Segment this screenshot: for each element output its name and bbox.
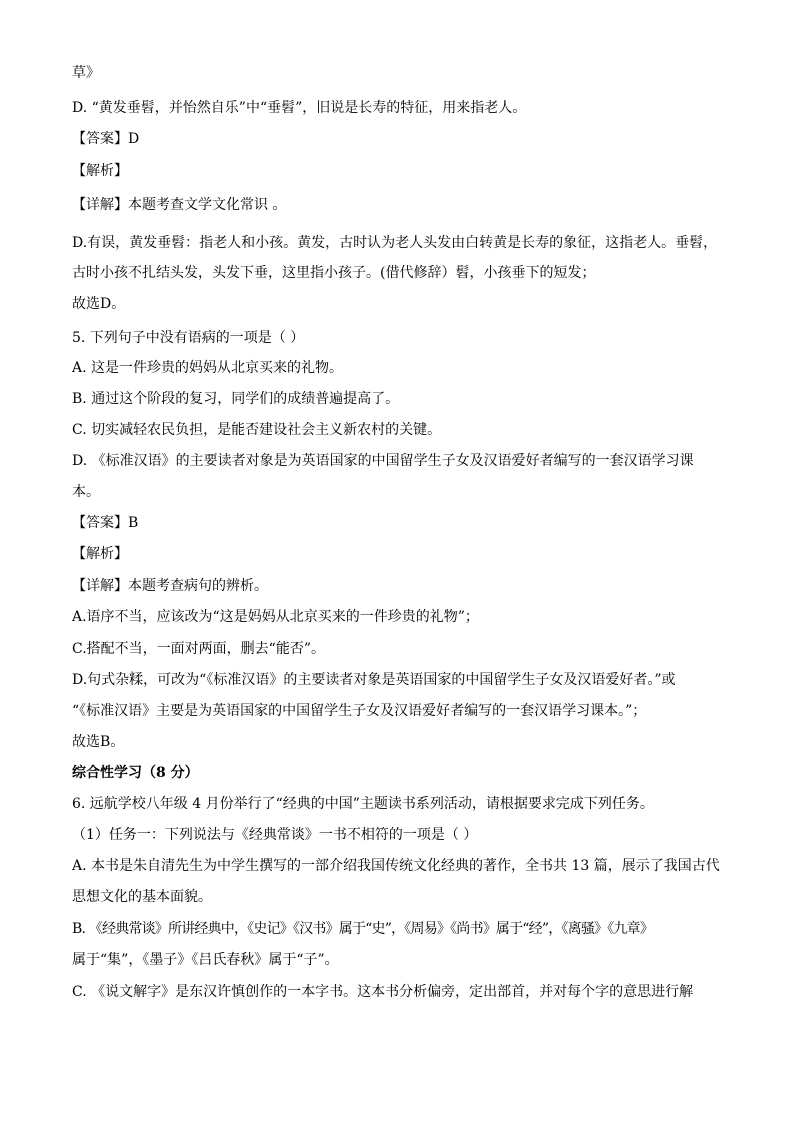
q5-explanation-a: A.语序不当，应该改为“这是妈妈从北京买来的一件珍贵的礼物”； xyxy=(72,609,479,625)
q5-explanation-d-line-1: D.句式杂糅，可改为“《标准汉语》的主要读者对象是英语国家的中国留学生子女及汉语爱好者。”或 xyxy=(72,672,676,688)
q6-task1-option-b-line-1: B. 《经典常谈》所讲经典中，《史记》《汉书》属于“史”，《周易》《尚书》属于“经”，《离骚》《九章》 xyxy=(72,921,654,937)
q4-detail-label: 【详解】 xyxy=(72,197,128,213)
q5-option-d-line-1: D. 《标准汉语》的主要读者对象是为英语国家的中国留学生子女及汉语爱好者编写的一套汉语学习课 xyxy=(72,453,694,469)
q5-option-b: B. 通过这个阶段的复习，同学们的成绩普遍提高了。 xyxy=(72,391,400,407)
q5-answer-label: 【答案】 xyxy=(72,515,128,531)
q5-explanation-d-line-2: “《标准汉语》主要是为英语国家的中国留学生子女及汉语爱好者编写的一套汉语学习课本。”； xyxy=(72,703,647,719)
q5-explanation-c: C.搭配不当，一面对两面，删去“能否”。 xyxy=(72,641,325,657)
q5-detail-text: 本题考查病句的辨析。 xyxy=(128,578,268,594)
q4-answer-label: 【答案】 xyxy=(72,131,128,147)
q5-analysis-label: 【解析】 xyxy=(72,546,128,562)
q6-stem: 6. 远航学校八年级 4 月份举行了“经典的中国”主题读书系列活动，请根据要求完成下列任务。 xyxy=(72,796,654,812)
q4-analysis-label: 【解析】 xyxy=(72,163,128,179)
q4-detail-text: 本题考查文学文化常识 。 xyxy=(128,197,287,213)
q5-detail-line xyxy=(72,576,268,596)
q4-detail-line xyxy=(72,195,286,215)
q6-task1-option-a-line-1: A. 本书是朱自清先生为中学生撰写的一部介绍我国传统文化经典的著作，全书共 13 篇，展示了我国古代 xyxy=(72,858,720,874)
q5-answer-line xyxy=(72,513,138,533)
q5-option-c: C. 切实减轻农民负担，是能否建设社会主义新农村的关键。 xyxy=(72,422,442,438)
q5-conclusion: 故选B。 xyxy=(72,734,125,750)
q4-answer-value: D xyxy=(128,131,140,147)
q5-stem: 5. 下列句子中没有语病的一项是（ ） xyxy=(72,330,305,346)
q6-task1-stem: （1）任务一：下列说法与《经典常谈》一书不相符的一项是（ ） xyxy=(72,827,478,843)
q4-conclusion: 故选D。 xyxy=(72,296,126,312)
q4-answer-line xyxy=(72,129,139,149)
q6-task1-option-a-line-2: 思想文化的基本面貌。 xyxy=(72,889,212,905)
q5-option-d-line-2: 本。 xyxy=(72,484,100,500)
q5-detail-label: 【详解】 xyxy=(72,578,128,594)
q5-option-a: A. 这是一件珍贵的妈妈从北京买来的礼物。 xyxy=(72,360,344,376)
q4-explanation-line-2: 古时小孩不扎结头发，头发下垂，这里指小孩子。(借代修辞）髫，小孩垂下的短发； xyxy=(72,265,596,281)
q6-task1-option-b-line-2: 属于“集”，《墨子》《吕氏春秋》属于“子”。 xyxy=(72,952,339,968)
q4-explanation-line-1: D.有误，黄发垂髫：指老人和小孩。黄发，古时认为老人头发由白转黄是长寿的象征，这指老人。垂髫， xyxy=(72,235,718,251)
q4-stem-tail: 草》 xyxy=(72,65,100,81)
section-title: 综合性学习（8 分） xyxy=(72,765,199,781)
q6-task1-option-c-line-1: C. 《说文解字》是东汉许慎创作的一本字书。这本书分析偏旁，定出部首，并对每个字的意思进行解 xyxy=(72,984,694,1000)
q4-option-d: D. “黄发垂髫，并怡然自乐”中“垂髫”，旧说是长寿的特征，用来指老人。 xyxy=(72,100,527,116)
q5-answer-value: B xyxy=(128,515,139,531)
